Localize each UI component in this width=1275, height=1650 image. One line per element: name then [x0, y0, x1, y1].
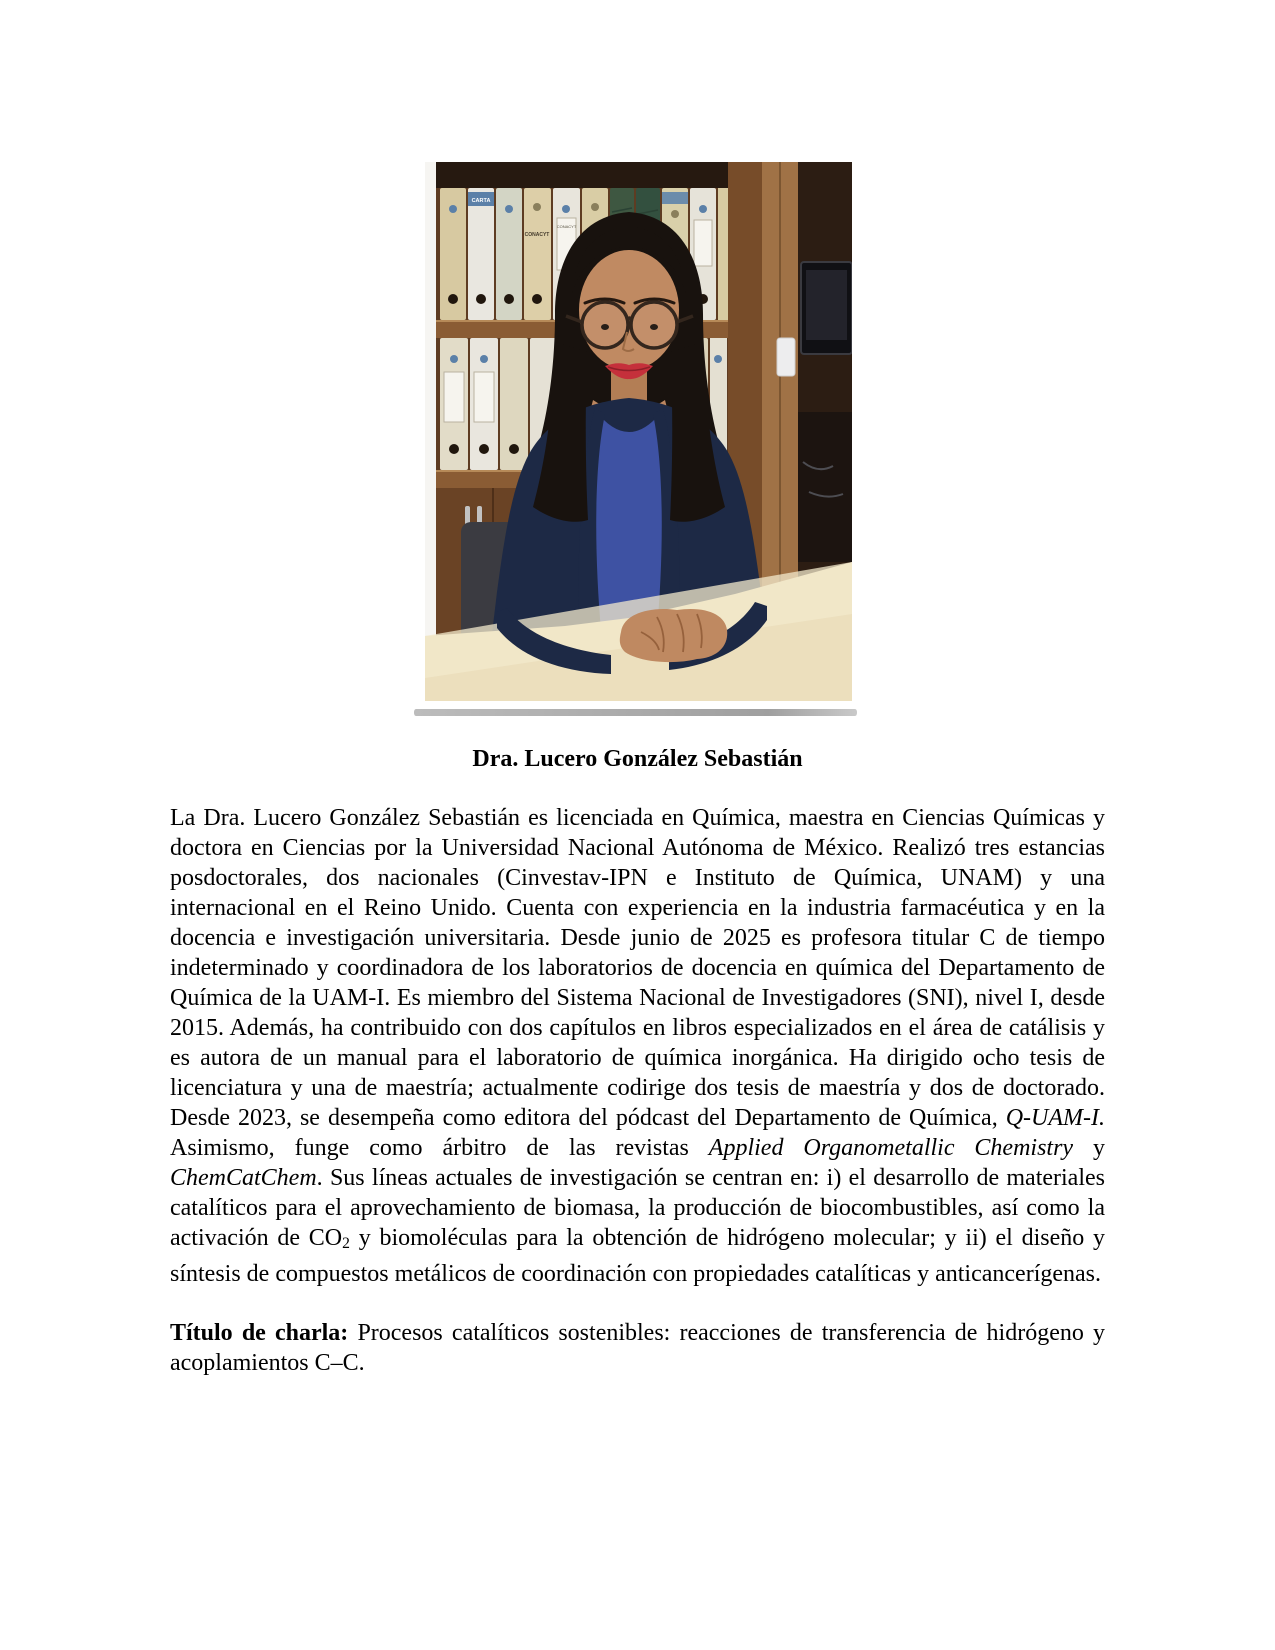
portrait-photo	[425, 162, 852, 701]
glass-cup-graphic	[777, 338, 795, 376]
text-segment: y	[1073, 1135, 1106, 1161]
binder-label-conacyt: CONACYT	[524, 232, 550, 238]
binder-label-conacyt-2: CONACYT	[556, 224, 577, 229]
page-title: Dra. Lucero González Sebastián	[472, 746, 803, 772]
photo-drop-shadow	[414, 709, 857, 716]
text-segment: y biomoléculas para la obtención de hidrógeno molecular; y ii) el diseño y síntesis de compuestos metálicos de coordinación con propiedades catalíticas y anticancerígenas.	[170, 1225, 1105, 1287]
talk-title-paragraph	[170, 1318, 1105, 1378]
text-segment: Q-UAM-I.	[1005, 1105, 1105, 1131]
text-segment: . Sus líneas actuales de investigación se centran en: i) el desarrollo de materiales catalíticos para el aprovechamiento de biomasa, la producción de biocombustibles, así como la activación de CO	[170, 1165, 1105, 1251]
text-segment: Applied Organometallic Chemistry	[708, 1135, 1074, 1161]
portrait-photo-graphic	[425, 162, 852, 701]
text-segment: 2	[342, 1234, 350, 1252]
text-segment: La Dra. Lucero González Sebastián es licenciada en Química, maestra en Ciencias Químicas y doctora en Ciencias por la Universidad Nacional Autónoma de México. Realizó tres estancias posdoctorales, dos nacionales (Cinvestav-IPN e Instituto de Química, UNAM) y una internacional en el Reino Unido. Cuenta con experiencia en la industria farmacéutica y en la docencia e investigación universitaria. Desde junio de 2025 es profesora titular C de tiempo indeterminado y coordinadora de los laboratorios de docencia en química del Departamento de Química de la UAM-I. Es miembro del Sistema Nacional de Investigadores (SNI), nivel I, desde 2015. Además, ha contribuido con dos capítulos en libros especializados en el área de catálisis y es autora de un manual para el laboratorio de química inorgánica. Ha dirigido ocho tesis de licenciatura y una de maestría; actualmente codirige dos tesis de maestría y dos de doctorado. Desde 2023, se desempeña como editora del pódcast del Departamento de Química,	[170, 805, 1105, 1131]
text-segment: ChemCatChem	[170, 1165, 317, 1191]
talk-title-label: Título de charla:	[170, 1320, 349, 1346]
text-segment: Asimismo, funge como árbitro de las revistas	[170, 1135, 709, 1161]
monitor-graphic	[801, 262, 852, 354]
binder-label-carta: CARTA	[471, 198, 491, 204]
bio-paragraph	[170, 803, 1105, 1289]
talk-title-text: Procesos catalíticos sostenibles: reacciones de transferencia de hidrógeno y acoplamientos C–C.	[170, 1320, 1106, 1376]
